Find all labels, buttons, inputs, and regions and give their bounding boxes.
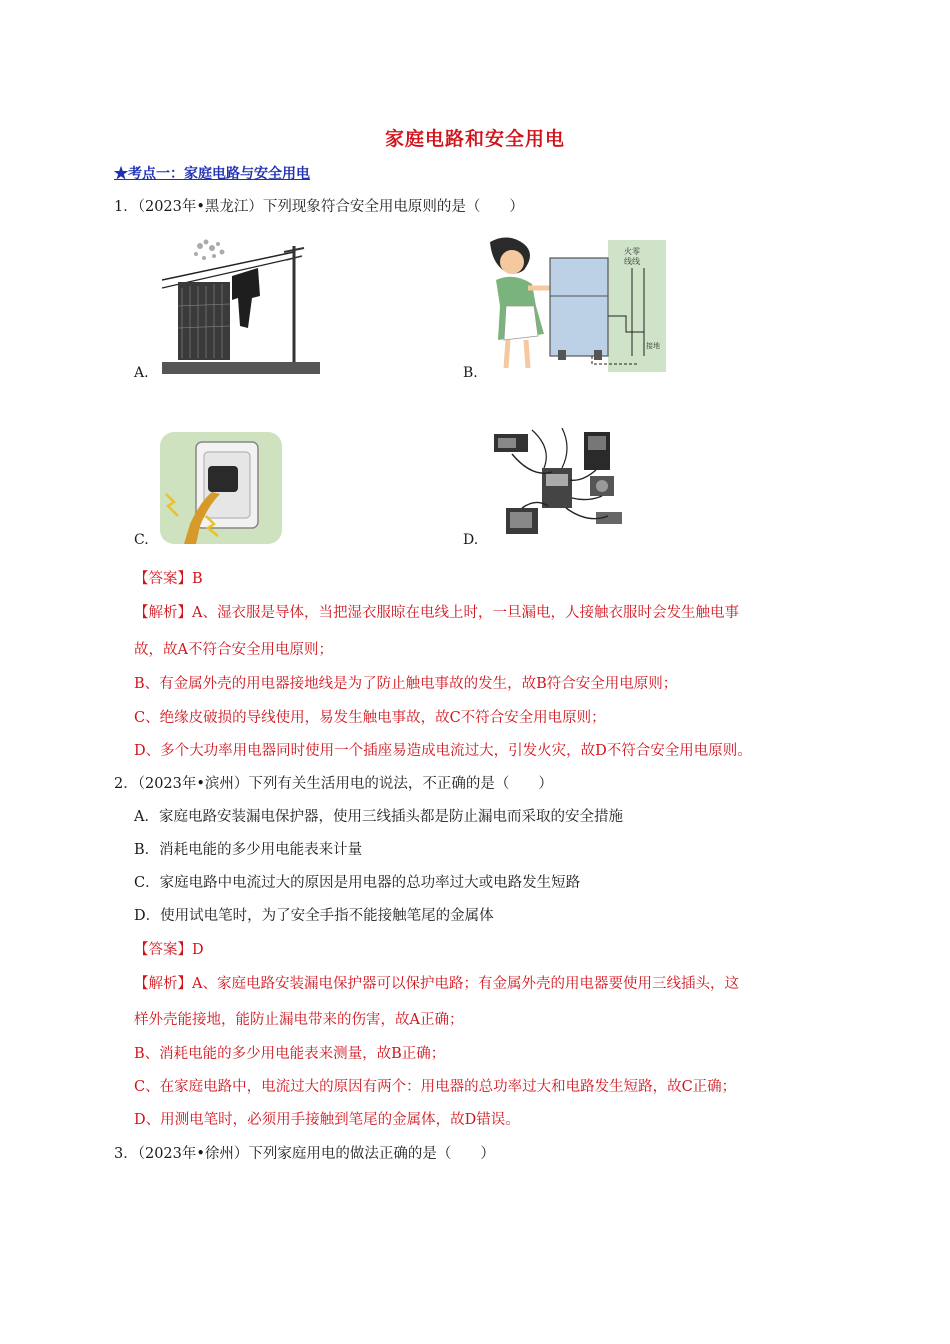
analysis-text: A、家庭电路安装漏电保护器可以保护电路；有金属外壳的用电器要使用三线插头，这 bbox=[192, 976, 739, 992]
question-1-answer: 【答案】B bbox=[134, 571, 203, 587]
question-2-analysis-line: C、在家庭电路中，电流过大的原因有两个：用电器的总功率过大和电路发生短路，故C正确； bbox=[134, 1079, 737, 1095]
b-label-live-neutral: 火零 bbox=[624, 247, 640, 256]
option-a-image bbox=[162, 236, 320, 374]
question-2-analysis-line: B、消耗电能的多少用电能表来测量，故B正确； bbox=[134, 1046, 446, 1062]
question-1-stem: 1．（2023年•黑龙江）下列现象符合安全用电原则的是（ ） bbox=[114, 199, 524, 215]
question-2-option-d: D．使用试电笔时，为了安全手指不能接触笔尾的金属体 bbox=[134, 908, 494, 924]
section-heading: ★考点一：家庭电路与安全用电 bbox=[114, 166, 310, 182]
option-b-image bbox=[488, 236, 668, 376]
question-2-option-c: C．家庭电路中电流过大的原因是用电器的总功率过大或电路发生短路 bbox=[134, 875, 581, 891]
analysis-tag: 【解析】 bbox=[134, 605, 192, 621]
option-d-image bbox=[492, 428, 638, 538]
option-b-label: B. bbox=[463, 365, 478, 381]
question-1-analysis-line: 故，故A不符合安全用电原则； bbox=[134, 642, 333, 658]
question-2-stem: 2．（2023年•滨州）下列有关生活用电的说法，不正确的是（ ） bbox=[114, 776, 553, 792]
question-1-analysis-line: C、绝缘皮破损的导线使用，易发生触电事故，故C不符合安全用电原则； bbox=[134, 710, 606, 726]
option-c-image bbox=[160, 432, 282, 544]
option-d-label: D. bbox=[463, 532, 479, 548]
option-a-label: A. bbox=[134, 365, 149, 381]
question-1-analysis-line bbox=[134, 603, 739, 623]
question-2-answer: 【答案】D bbox=[134, 942, 204, 958]
analysis-text: A、湿衣服是导体，当把湿衣服晾在电线上时，一旦漏电，人接触衣服时会发生触电事 bbox=[192, 605, 739, 621]
question-2-analysis-line: 样外壳能接地，能防止漏电带来的伤害，故A正确； bbox=[134, 1012, 464, 1028]
question-2-analysis-line: D、用测电笔时，必须用手接触到笔尾的金属体，故D错误。 bbox=[134, 1112, 520, 1128]
b-label-ground: 接地 bbox=[646, 342, 660, 350]
option-c-label: C. bbox=[134, 532, 149, 548]
question-2-option-b: B．消耗电能的多少用电能表来计量 bbox=[134, 842, 363, 858]
question-2-option-a: A．家庭电路安装漏电保护器，使用三线插头都是防止漏电而采取的安全措施 bbox=[134, 809, 623, 825]
question-3-stem: 3．（2023年•徐州）下列家庭用电的做法正确的是（ ） bbox=[114, 1146, 495, 1162]
page-title: 家庭电路和安全用电 bbox=[384, 128, 565, 150]
b-label-wires: 线线 bbox=[624, 257, 640, 266]
question-2-analysis-line bbox=[134, 974, 739, 994]
question-1-analysis-line: B、有金属外壳的用电器接地线是为了防止触电事故的发生，故B符合安全用电原则； bbox=[134, 676, 678, 692]
analysis-tag: 【解析】 bbox=[134, 976, 192, 992]
question-1-analysis-line: D、多个大功率用电器同时使用一个插座易造成电流过大，引发火灾，故D不符合安全用电原则。 bbox=[134, 743, 752, 759]
